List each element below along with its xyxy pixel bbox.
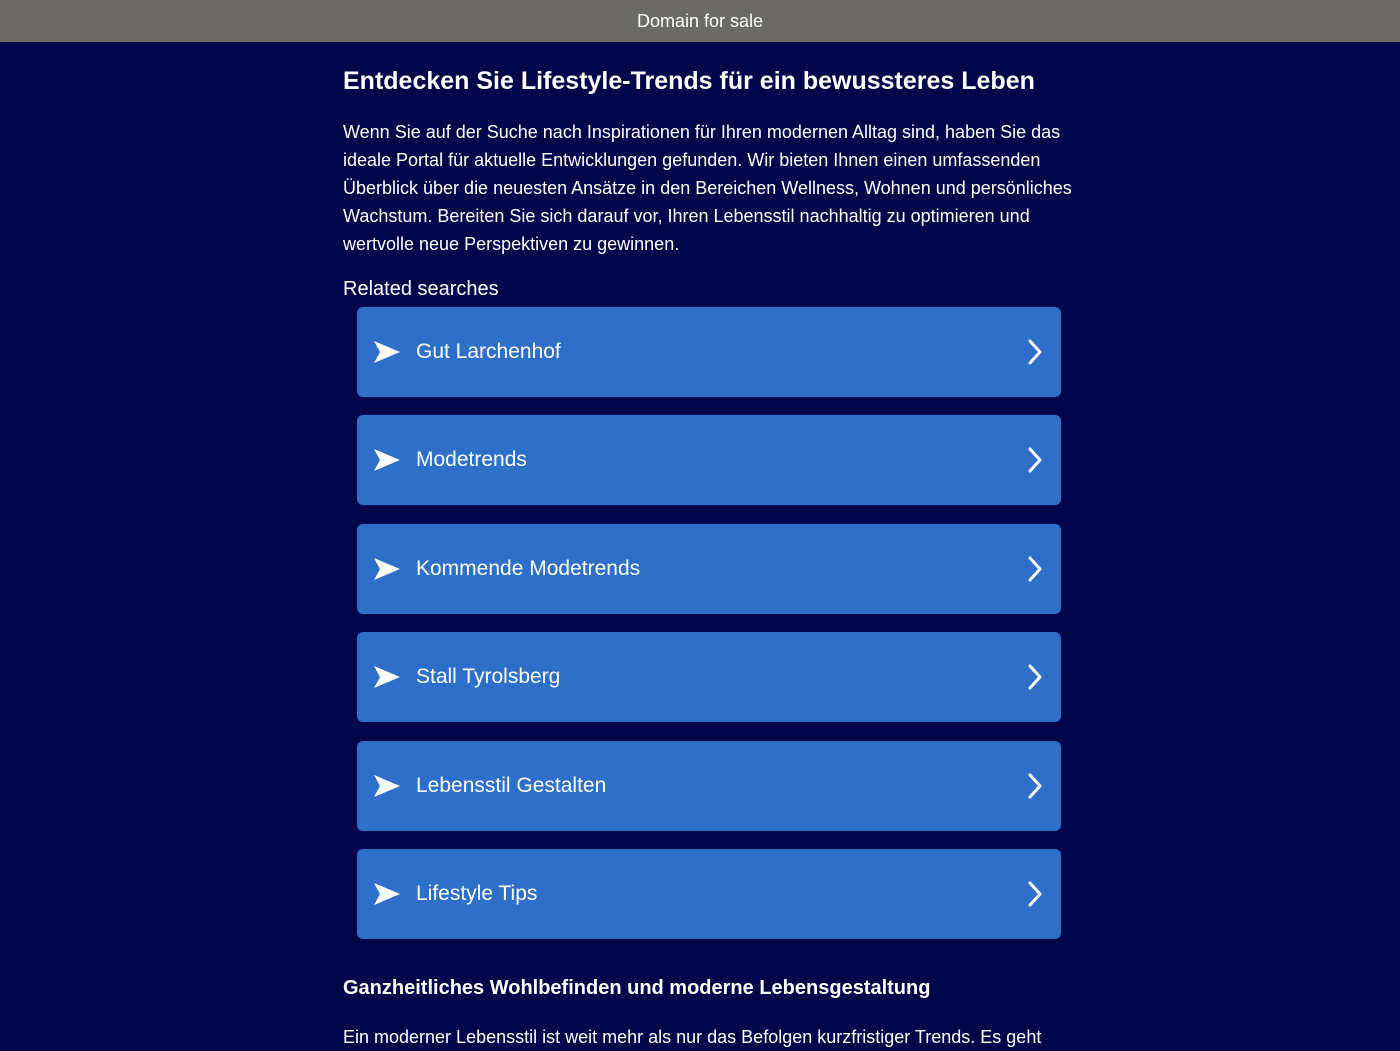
paper-plane-arrow-icon — [374, 449, 400, 471]
chevron-right-icon — [1027, 881, 1043, 907]
intro-paragraph: Wenn Sie auf der Suche nach Inspirationen für Ihren modernen Alltag sind, haben Sie das ideale Portal für aktuelle Entwicklungen gefunden. Wir bieten Ihnen einen umfassenden Überblick über die neuesten Ansätze in den Bereichen Wellness, Wohnen und persönliches Wachstum. Bereiten Sie sich darauf vor, Ihren Lebensstil nachhaltig zu optimieren und wertvolle neue Perspektiven zu gewinnen. — [343, 122, 1072, 254]
chevron-right-icon — [1027, 556, 1043, 582]
related-search-label: Stall Tyrolsberg — [416, 665, 561, 688]
domain-for-sale-bar[interactable] — [0, 0, 1400, 42]
related-search-link-lifestyle-tips[interactable] — [357, 849, 1061, 939]
paper-plane-arrow-icon — [374, 341, 400, 363]
related-search-link-kommende-modetrends[interactable] — [357, 524, 1061, 614]
related-search-label: Modetrends — [416, 448, 527, 471]
chevron-right-icon — [1027, 664, 1043, 690]
related-search-label: Gut Larchenhof — [416, 340, 561, 363]
topbar-text: Domain for sale — [636, 10, 764, 31]
paper-plane-arrow-icon — [374, 775, 400, 797]
related-search-link-stall-tyrolsberg[interactable] — [357, 632, 1061, 722]
chevron-right-icon — [1027, 339, 1043, 365]
related-search-label: Kommende Modetrends — [416, 557, 641, 580]
paper-plane-arrow-icon — [374, 883, 400, 905]
section-heading: Ganzheitliches Wohlbefinden und moderne Lebensgestaltung — [343, 977, 931, 999]
related-search-link-gut-larchenhof[interactable] — [357, 307, 1061, 397]
related-search-label: Lebensstil Gestalten — [416, 774, 607, 797]
paper-plane-arrow-icon — [374, 666, 400, 688]
chevron-right-icon — [1027, 773, 1043, 799]
related-search-label: Lifestyle Tips — [416, 882, 538, 905]
related-search-link-lebensstil-gestalten[interactable] — [357, 741, 1061, 831]
chevron-right-icon — [1027, 447, 1043, 473]
related-search-link-modetrends[interactable] — [357, 415, 1061, 505]
related-searches-heading: Related searches — [343, 278, 499, 300]
paper-plane-arrow-icon — [374, 558, 400, 580]
page-title: Entdecken Sie Lifestyle-Trends für ein bewussteres Leben — [343, 67, 1035, 95]
section-paragraph: Ein moderner Lebensstil ist weit mehr als nur das Befolgen kurzfristiger Trends. Es geht — [343, 1027, 1042, 1047]
